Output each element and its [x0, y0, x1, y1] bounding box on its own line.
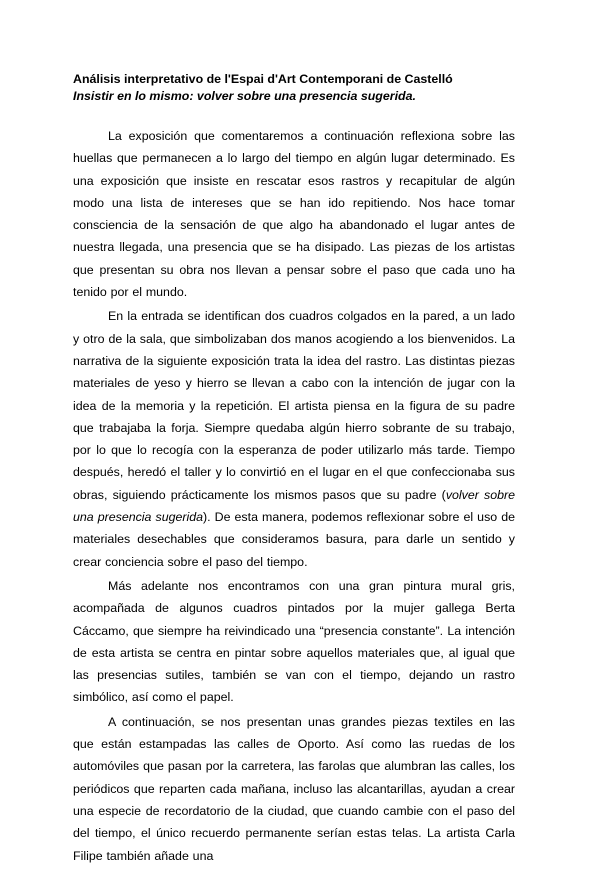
document-title: Análisis interpretativo de l'Espai d'Art Contemporani de Castelló: [73, 72, 453, 86]
paragraph-intro: La exposición que comentaremos a continuación reflexiona sobre las huellas que permanecen a lo largo del tiempo en algún lugar determinado. Es una exposición que insiste en rescatar esos rastros y recapitular de algún modo una lista de intereses que se han ido repitiendo. Nos hace tomar consciencia de la sensación de que algo ha abandonado el lugar antes de nuestra llegada, una presencia que se ha disipado. Las piezas de los artistas que presentan su obra nos llevan a pensar sobre el paso que cada uno ha tenido por el mundo.: [73, 129, 515, 300]
paragraph-textiles: A continuación, se nos presentan unas grandes piezas textiles en las que están estampadas las calles de Oporto. Así como las ruedas de los automóviles que pasan por la carretera, las farolas que alumbran las calles, los periódicos que reparten cada mañana, incluso las alcantarillas, ayudan a crear una especie de recordatorio de la ciudad, que cuando cambie con el paso del del tiempo, el único recuerdo permanente serían estas telas. La artista Carla Filipe también añade una: [73, 714, 515, 863]
paragraph-mural: Más adelante nos encontramos con una gran pintura mural gris, acompañada de algunos cuadros pintados por la mujer gallega Berta Cáccamo, que siempre ha reivindicado una “presencia constante”. La intención de esta artista se centra en pintar sobre aquellos materiales que, al igual que las presencias sutiles, también se van con el tiempo, dejando un rastro simbólico, así como el papel.: [73, 578, 515, 705]
paragraph-entrance: [73, 305, 515, 573]
paragraph-entrance-text-after: ). De esta manera, podemos reflexionar sobre el uso de materiales desechables que consideramos basura, para darle un sentido y crear conciencia sobre el paso del tiempo.: [73, 510, 515, 569]
paragraph-entrance-text-before: En la entrada se identifican dos cuadros colgados en la pared, a un lado y otro de la sala, que simbolizaban dos manos acogiendo a los bienvenidos. La narrativa de la siguiente exposición trata la idea del rastro. Las distintas piezas materiales de yeso y hierro se llevan a cabo con la intención de jugar con la idea de la memoria y la repetición. El artista piensa en la figura de su padre que trabajaba la forja. Siempre quedaba algún hierro sobrante de su trabajo, por lo que lo recogía con la esperanza de poder utilizarlo más tarde. Tiempo después, heredó el taller y lo convirtió en el lugar en el que confeccionaba sus obras, siguiendo prácticamente los mismos pasos que su padre (: [73, 309, 515, 502]
paragraph-entrance-emphasis: volver sobre una presencia sugerida: [73, 487, 516, 525]
document-subtitle: Insistir en lo mismo: volver sobre una presencia sugerida.: [73, 89, 416, 103]
document-page: [73, 70, 515, 869]
